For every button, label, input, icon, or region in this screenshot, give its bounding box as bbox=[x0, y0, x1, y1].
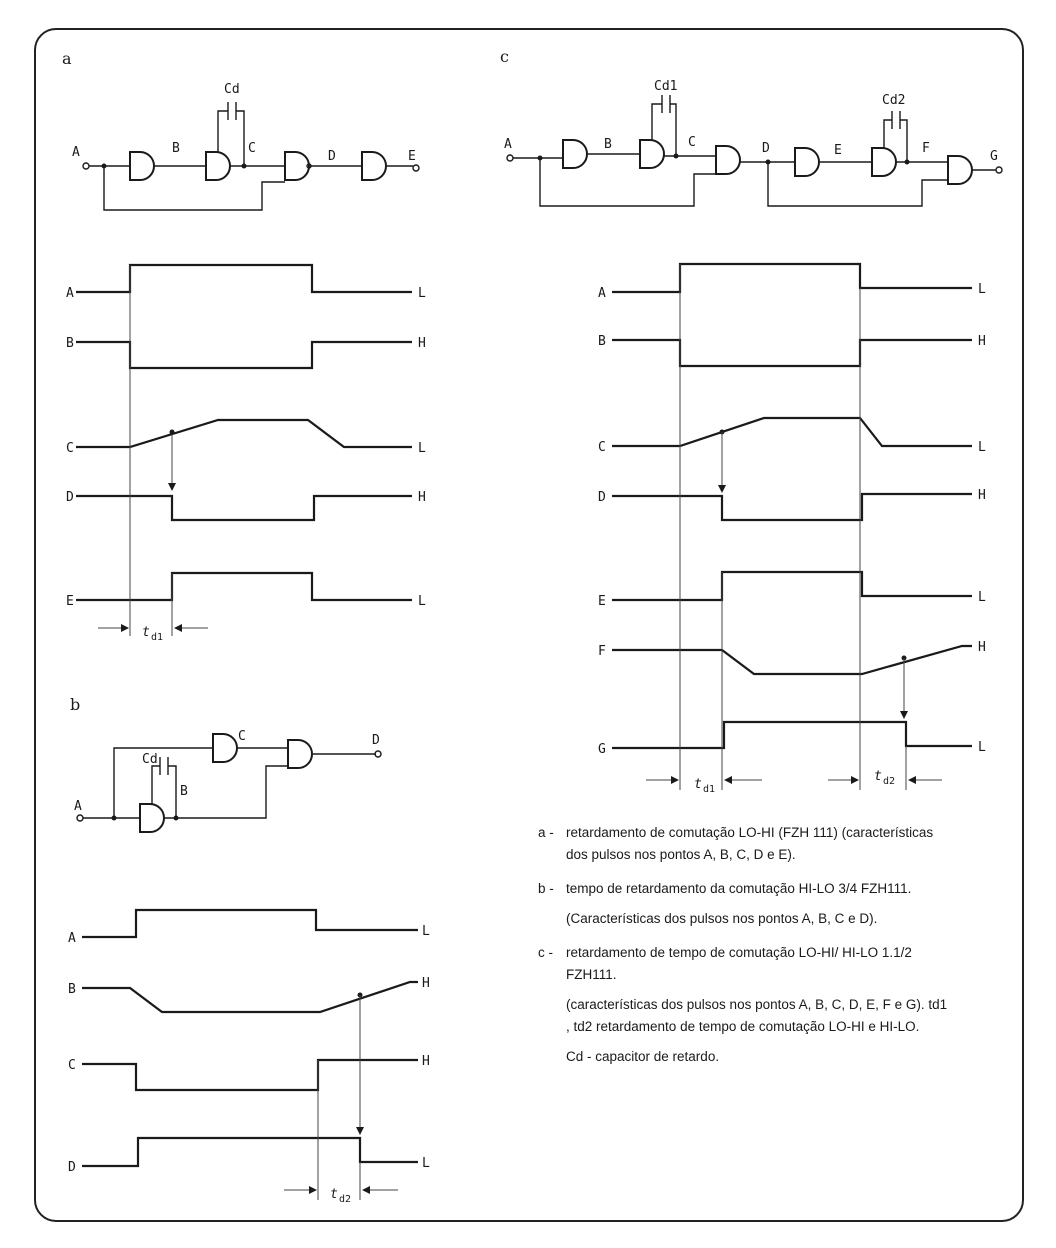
signal-label: A bbox=[598, 286, 606, 301]
waveform-b bbox=[612, 340, 972, 366]
delay-label: t bbox=[874, 769, 882, 784]
waveform-b bbox=[76, 342, 412, 368]
panel-c-timing bbox=[598, 264, 986, 795]
node-label: B bbox=[604, 137, 612, 152]
node-label: C bbox=[248, 141, 256, 156]
waveform-c bbox=[612, 418, 972, 446]
waveform-d bbox=[82, 1138, 418, 1166]
waveform-f bbox=[612, 646, 972, 674]
signal-label: A bbox=[68, 931, 76, 946]
signal-level: L bbox=[418, 441, 426, 456]
signal-level: L bbox=[978, 590, 986, 605]
signal-level: L bbox=[422, 924, 430, 939]
signal-level: H bbox=[978, 488, 986, 503]
panel-c bbox=[500, 47, 1002, 795]
waveform-b bbox=[82, 982, 418, 1012]
caption-text: Cd - capacitor de retardo. bbox=[566, 1049, 720, 1064]
caption-a bbox=[538, 822, 950, 866]
node-label: B bbox=[180, 784, 188, 799]
panel-c-label: c bbox=[500, 47, 509, 66]
signal-label: E bbox=[66, 594, 74, 609]
signal-label: A bbox=[66, 286, 74, 301]
caption-key: a - bbox=[538, 825, 554, 840]
delay-label: t bbox=[694, 777, 702, 792]
caption-key: b - bbox=[538, 881, 554, 896]
panel-b-circuit bbox=[74, 729, 381, 832]
panel-a-label: a bbox=[62, 49, 72, 68]
delay-subscript: d1 bbox=[703, 784, 716, 795]
signal-level: H bbox=[422, 1054, 430, 1069]
waveform-d bbox=[76, 496, 412, 520]
panel-a-timing bbox=[66, 265, 426, 643]
panel-a-circuit bbox=[72, 82, 419, 210]
waveform-d bbox=[612, 494, 972, 520]
waveform-a bbox=[612, 264, 972, 292]
signal-label: G bbox=[598, 742, 606, 757]
caption-b bbox=[538, 878, 950, 930]
caption-text: (Características dos pulsos nos pontos A, B, C e D). bbox=[566, 911, 878, 926]
waveform-e bbox=[612, 572, 972, 600]
signal-label: F bbox=[598, 644, 606, 659]
caption-c bbox=[538, 942, 950, 1068]
panel-a bbox=[62, 49, 426, 643]
signal-level: L bbox=[978, 740, 986, 755]
signal-label: B bbox=[598, 334, 606, 349]
signal-label: C bbox=[598, 440, 606, 455]
panel-b-timing bbox=[68, 910, 430, 1205]
signal-label: C bbox=[66, 441, 74, 456]
waveform-a bbox=[82, 910, 418, 937]
panel-b bbox=[68, 695, 430, 1205]
signal-level: H bbox=[418, 490, 426, 505]
signal-label: D bbox=[68, 1160, 76, 1175]
node-label: D bbox=[372, 733, 380, 748]
signal-label: D bbox=[598, 490, 606, 505]
node-label: C bbox=[688, 135, 696, 150]
delay-label: t bbox=[142, 625, 150, 640]
caption-text: tempo de retardamento da comutação HI-LO 3/4 FZH111. bbox=[566, 881, 912, 896]
node-label: G bbox=[990, 149, 998, 164]
signal-label: C bbox=[68, 1058, 76, 1073]
waveform-c bbox=[76, 420, 412, 447]
node-label: E bbox=[834, 143, 842, 158]
signal-level: H bbox=[978, 334, 986, 349]
signal-level: H bbox=[418, 336, 426, 351]
node-label: B bbox=[172, 141, 180, 156]
node-label: A bbox=[504, 137, 512, 152]
signal-level: L bbox=[978, 440, 986, 455]
delay-subscript: d2 bbox=[883, 776, 896, 787]
node-label: D bbox=[328, 149, 336, 164]
node-label: A bbox=[74, 799, 82, 814]
node-label: A bbox=[72, 145, 80, 160]
panel-c-circuit bbox=[504, 79, 1002, 206]
signal-level: H bbox=[422, 976, 430, 991]
signal-level: L bbox=[418, 286, 426, 301]
signal-level: H bbox=[978, 640, 986, 655]
signal-label: E bbox=[598, 594, 606, 609]
signal-label: B bbox=[68, 982, 76, 997]
caption-text: retardamento de tempo de comutação LO-HI/ HI-LO 1.1/2 FZH111. bbox=[566, 945, 912, 982]
waveform-a bbox=[76, 265, 412, 292]
capacitor-label: Cd1 bbox=[654, 79, 678, 94]
signal-level: L bbox=[978, 282, 986, 297]
delay-subscript: d1 bbox=[151, 632, 164, 643]
node-label: F bbox=[922, 141, 930, 156]
capacitor-label: Cd bbox=[224, 82, 240, 97]
delay-subscript: d2 bbox=[339, 1194, 352, 1205]
node-label: C bbox=[238, 729, 246, 744]
caption-block bbox=[538, 822, 950, 1080]
caption-text: (características dos pulsos nos pontos A, B, C, D, E, F e G). td1 , td2 retardamento de tempo de comutação LO-HI e HI-LO. bbox=[566, 997, 948, 1034]
node-label: D bbox=[762, 141, 770, 156]
waveform-c bbox=[82, 1060, 418, 1090]
capacitor-label: Cd2 bbox=[882, 93, 906, 108]
signal-label: B bbox=[66, 336, 74, 351]
signal-level: L bbox=[418, 594, 426, 609]
signal-label: D bbox=[66, 490, 74, 505]
waveform-e bbox=[76, 573, 412, 600]
caption-text: retardamento de comutação LO-HI (FZH 111) (características dos pulsos nos pontos A, B, C, D e E). bbox=[566, 825, 934, 862]
node-label: E bbox=[408, 149, 416, 164]
waveform-g bbox=[612, 722, 972, 748]
signal-level: L bbox=[422, 1156, 430, 1171]
panel-b-label: b bbox=[70, 695, 81, 714]
capacitor-label: Cd bbox=[142, 752, 158, 767]
caption-key: c - bbox=[538, 945, 553, 960]
delay-label: t bbox=[330, 1187, 338, 1202]
